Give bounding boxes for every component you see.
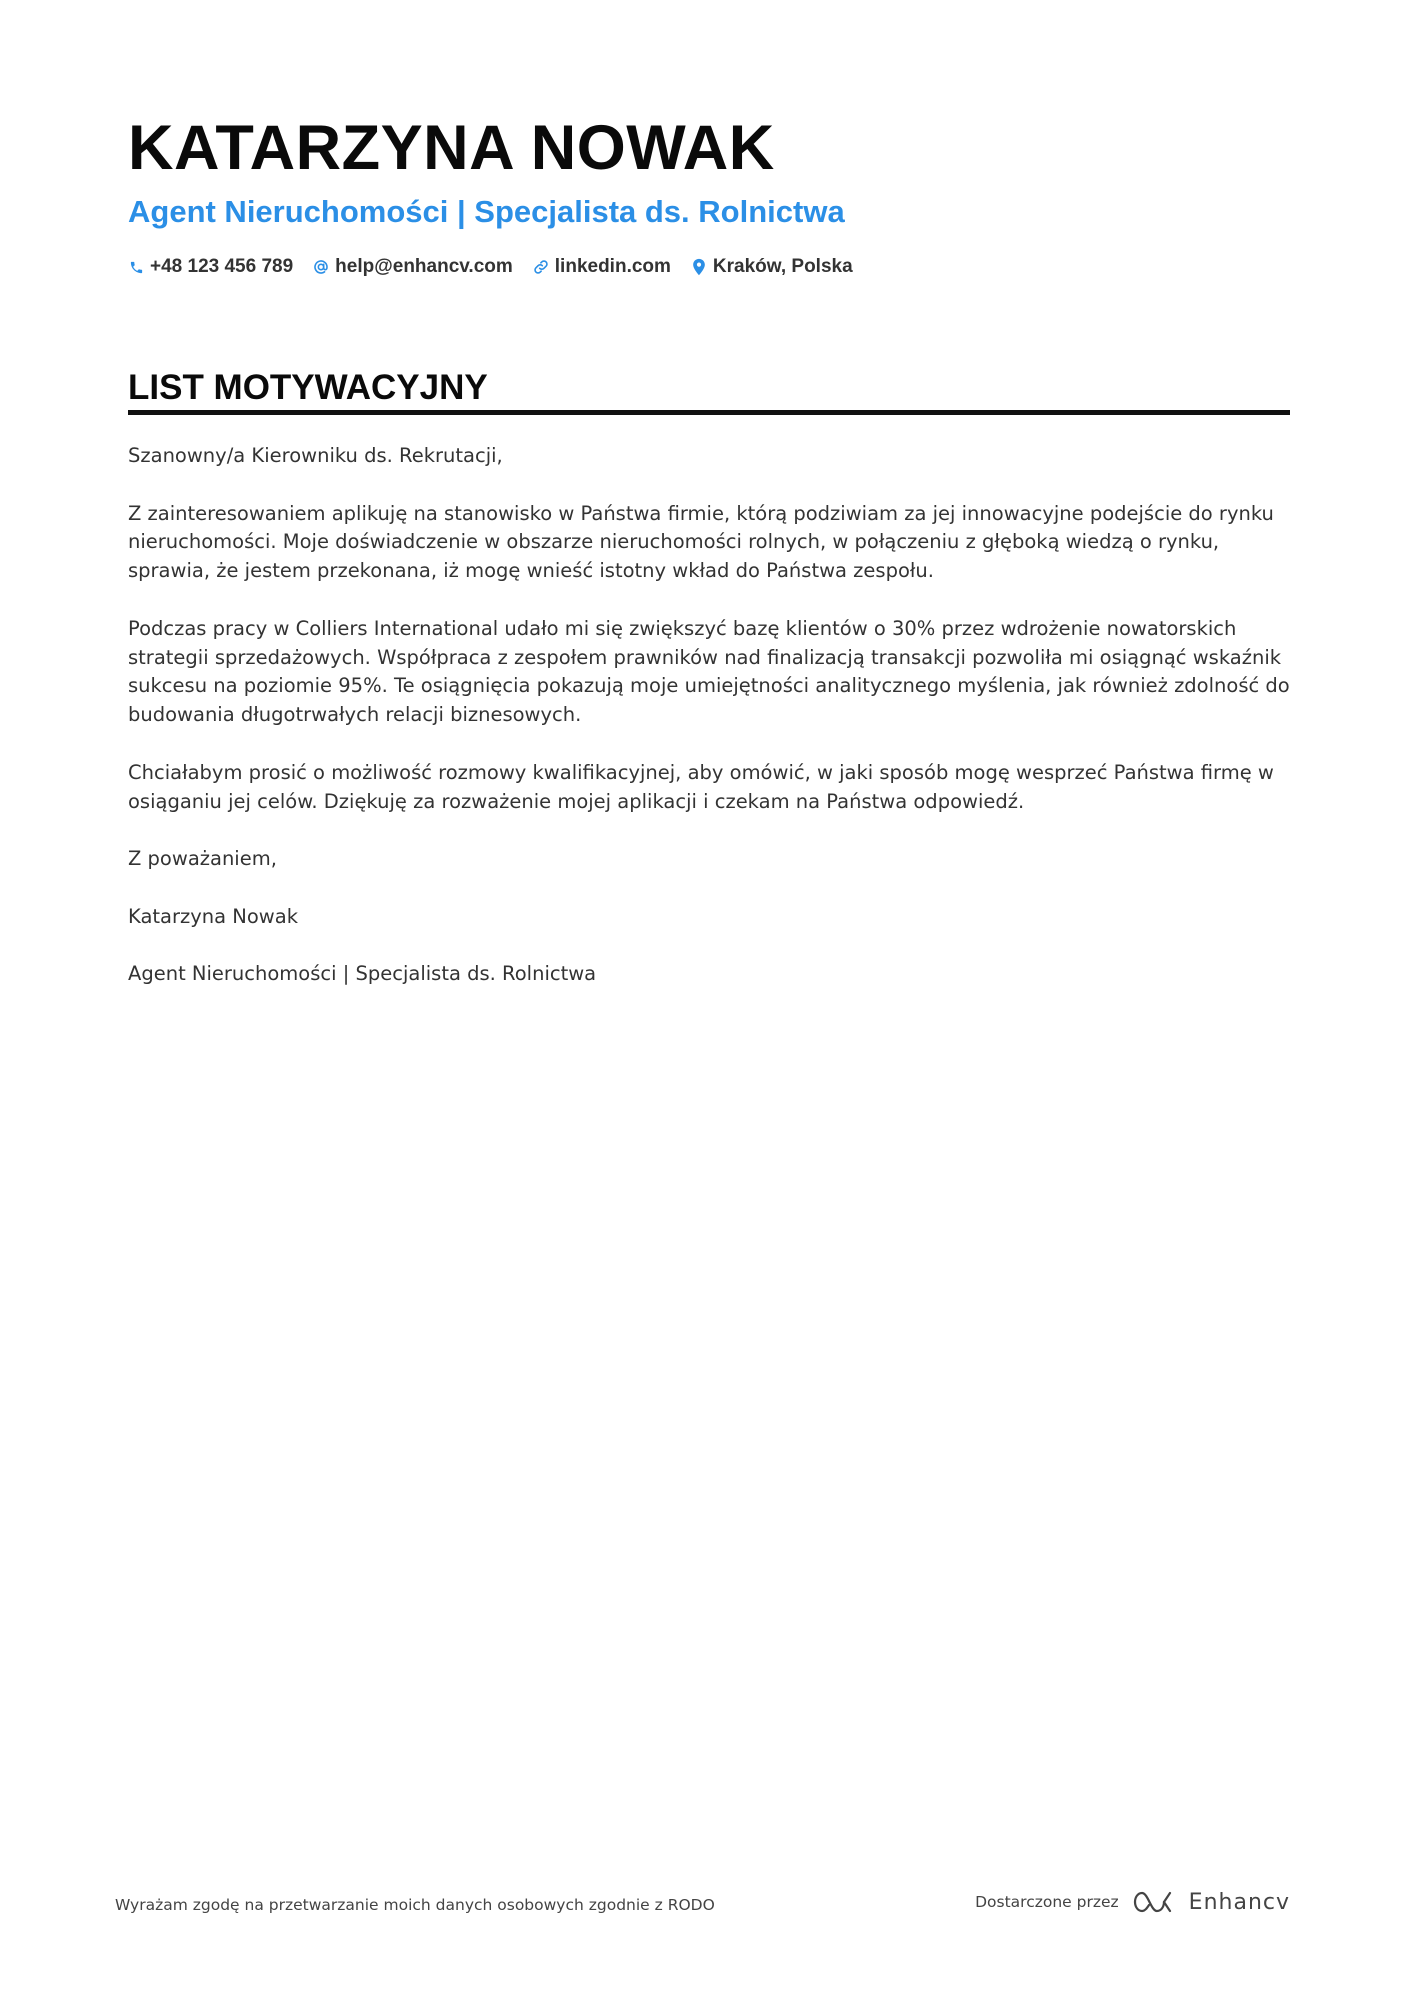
contact-location <box>691 256 853 278</box>
enhancv-brand-text: Enhancv <box>1188 1889 1290 1915</box>
provided-by-label: Dostarczone przez <box>975 1893 1119 1911</box>
contact-linkedin[interactable] <box>533 256 671 278</box>
contact-location-text: Kraków, Polska <box>712 256 853 277</box>
section-title: LIST MOTYWACYJNY <box>128 368 488 407</box>
at-sign-icon <box>313 258 329 276</box>
contact-phone[interactable] <box>128 256 293 278</box>
phone-icon <box>128 258 144 276</box>
contact-bar <box>128 252 873 282</box>
signature-title: Agent Nieruchomości | Specjalista ds. Rolnictwa <box>128 962 597 986</box>
candidate-title: Agent Nieruchomości | Specjalista ds. Rolnictwa <box>128 194 845 229</box>
section-divider <box>128 410 1290 415</box>
contact-phone-text: +48 123 456 789 <box>150 256 294 277</box>
candidate-name: KATARZYNA NOWAK <box>128 113 775 183</box>
letter-paragraph: Chciałabym prosić o możliwość rozmowy kwalifikacyjnej, aby omówić, w jaki sposób mogę wesprzeć Państwa firmę w osiąganiu jej celów. Dziękuję za rozważenie mojej aplikacji i czekam na Państwa odpowiedź. <box>128 760 1274 813</box>
contact-linkedin-text: linkedin.com <box>554 256 671 277</box>
enhancv-logo-icon <box>1131 1889 1177 1915</box>
gdpr-consent-note: Wyrażam zgodę na przetwarzanie moich danych osobowych zgodnie z RODO <box>115 1896 715 1914</box>
letter-paragraph: Podczas pracy w Colliers International udało mi się zwiększyć bazę klientów o 30% przez wdrożenie nowatorskich strategii sprzedażowych. Współpraca z zespołem prawników nad finalizacją transakcji pozwoliła mi osiągnąć wskaźnik sukcesu na poziomie 95%. Te osiągnięcia pokazują moje umiejętności analitycznego myślenia, jak również zdolność do budowania długotrwałych relacji biznesowych. <box>128 616 1290 727</box>
letter-greeting: Szanowny/a Kierowniku ds. Rekrutacji, <box>128 444 503 467</box>
signature-name: Katarzyna Nowak <box>128 904 298 928</box>
location-pin-icon <box>691 258 707 276</box>
letter-closing: Z poważaniem, <box>128 847 277 871</box>
contact-email-text: help@enhancv.com <box>335 256 513 277</box>
contact-email[interactable] <box>313 256 513 278</box>
link-icon <box>533 258 549 276</box>
letter-body <box>128 442 1300 1018</box>
footer-branding[interactable] <box>975 1889 1290 1915</box>
letter-paragraph: Z zainteresowaniem aplikuję na stanowisko w Państwa firmie, którą podziwiam za jej innowacyjne podejście do rynku nieruchomości. Moje doświadczenie w obszarze nieruchomości rolnych, w połączeniu z głęboką wiedzą o rynku, sprawia, że jestem przekonana, iż mogę wnieść istotny wkład do Państwa zespołu. <box>128 501 1274 583</box>
